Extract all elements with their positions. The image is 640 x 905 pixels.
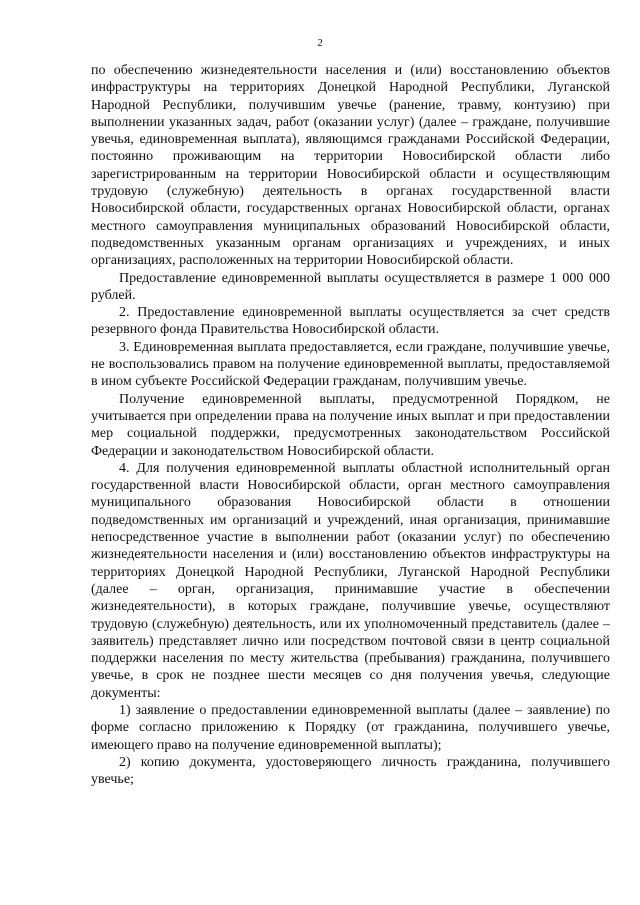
paragraph-subitem-2: 2) копию документа, удостоверяющего личность гражданина, получившего увечье; xyxy=(91,754,610,788)
paragraph-item-2: 2. Предоставление единовременной выплаты осуществляется за счет средств резервного фонда Правительства Новосибирской области. xyxy=(91,305,610,338)
paragraph-payment-amount: Предоставление единовременной выплаты осуществляется в размере 1 000 000 рублей. xyxy=(91,270,610,303)
paragraph-item-3: 3. Единовременная выплата предоставляется, если граждане, получившие увечье, не воспользовались правом на получение единовременной выплаты, предоставляемой в ином субъекте Российской Федерации гражданам, получившим увечье. xyxy=(91,339,610,390)
document-body xyxy=(91,62,610,788)
paragraph-subitem-1: 1) заявление о предоставлении единовременной выплаты (далее – заявление) по форме согласно приложению к Порядку (от гражданина, получившего увечье, имеющего право на получение единовременной выплаты); xyxy=(91,702,610,753)
page-number: 2 xyxy=(317,37,323,49)
paragraph-item-4: 4. Для получения единовременной выплаты областной исполнительный орган государственной власти Новосибирской области, орган местного самоуправления муниципального образования Новосибирской области в отношении подведомственных им организаций и учреждений, иная организация, принимавшие непосредственное участие в выполнении работ (оказании услуг) по обеспечению жизнедеятельности населения и (или) восстановлению объектов инфраструктуры на территориях Донецкой Народной Республики, Луганской Народной Республики (далее – орган, организация, принимавшие участие в обеспечении жизнедеятельности), в которых граждане, получившие увечье, осуществляют трудовую (служебную) деятельность, или их уполномоченный представитель (далее – заявитель) представляет лично или посредством почтовой связи в центр социальной поддержки населения по месту жительства (пребывания) гражданина, получившего увечье, в срок не позднее шести месяцев со дня получения увечья, следующие документы: xyxy=(91,460,610,701)
paragraph-item-3-note: Получение единовременной выплаты, предусмотренной Порядком, не учитывается при определении права на получение иных выплат и при предоставлении мер социальной поддержки, предусмотренных законодательством Российской Федерации и законодательством Новосибирской области. xyxy=(91,391,610,459)
paragraph-continuation: по обеспечению жизнедеятельности населения и (или) восстановлению объектов инфраструктуры на территориях Донецкой Народной Республики, Луганской Народной Республики, получившим увечье (ранение, травму, контузию) при выполнении указанных задач, работ (оказании услуг) (далее – граждане, получившие увечья, единовременная выплата), являющимся гражданами Российской Федерации, постоянно проживающим на территории Новосибирской области либо зарегистрированным на территории Новосибирской области и осуществляющим трудовую (служебную) деятельность в органах государственной власти Новосибирской области, государственных органах Новосибирской области, органах местного самоуправления муниципальных образований Новосибирской области, подведомственных указанным органам организациях и учреждениях, и иных организациях, расположенных на территории Новосибирской области. xyxy=(91,63,610,269)
